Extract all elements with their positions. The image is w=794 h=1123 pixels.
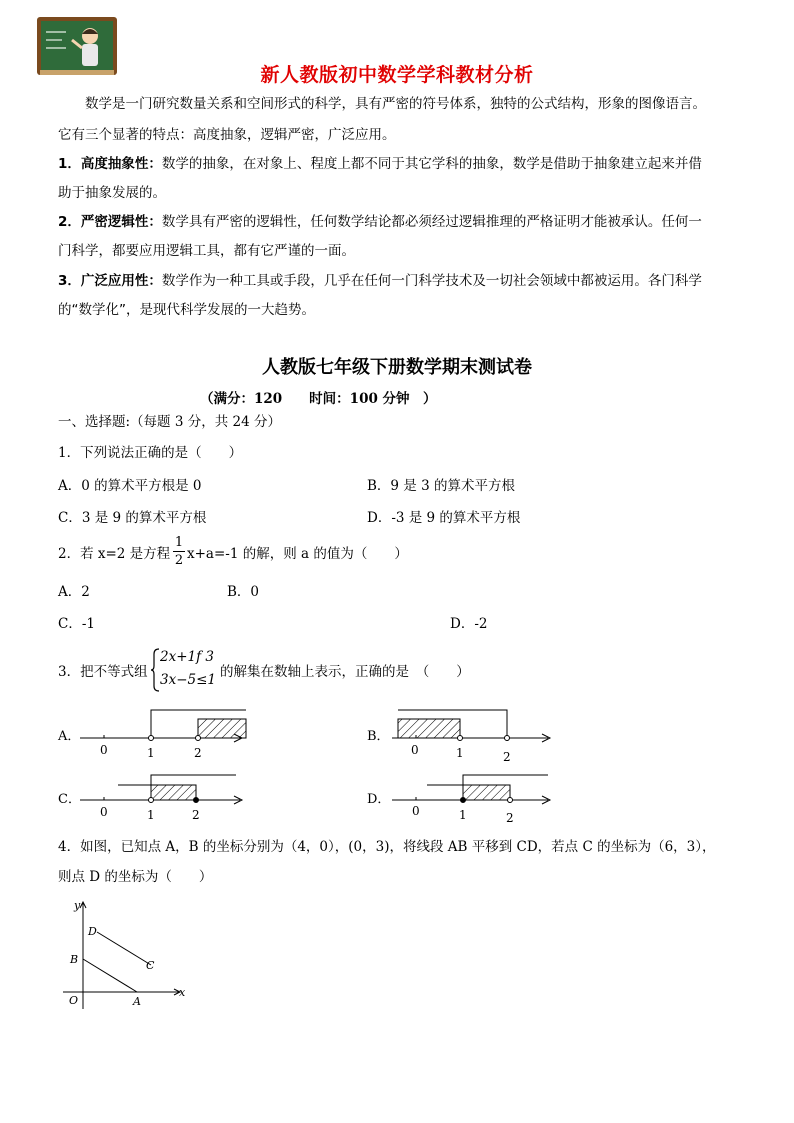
label-o: O xyxy=(69,994,79,1007)
hatched-region xyxy=(198,719,246,738)
q1-option-c: C．3 是 9 的算术平方根 xyxy=(58,510,207,526)
intro-line-2: 它有三个显著的特点：高度抽象，逻辑严密，广泛应用。 xyxy=(58,127,396,143)
exam-info: （满分：120 时间：100 分钟 ） xyxy=(200,391,437,407)
tick-1: 1 xyxy=(147,808,155,822)
q2-fraction xyxy=(173,535,185,568)
q3-brace xyxy=(150,648,160,696)
label-c: C xyxy=(146,959,155,972)
hatched-region xyxy=(463,785,510,800)
q4-figure xyxy=(55,897,195,1012)
q3-label-d: D． xyxy=(367,792,391,807)
segment-ab xyxy=(83,959,137,992)
q1-option-a: A．0 的算术平方根是 0 xyxy=(58,478,202,494)
q3-option-b xyxy=(367,710,550,764)
intro-line-1: 数学是一门研究数量关系和空间形式的科学，具有严密的符号体系，独特的公式结构，形象的图像语言。 xyxy=(85,96,706,112)
q3-number-lines xyxy=(0,705,794,825)
q4-line-1: 4．如图，已知点 A，B 的坐标分别为（4，0），(0，3)，将线段 AB 平移到 CD，若点 C 的坐标为（6，3）， xyxy=(58,839,716,855)
label-x: x xyxy=(179,986,186,999)
q3-option-c xyxy=(58,775,242,822)
tick-2: 2 xyxy=(194,746,202,760)
open-dot xyxy=(149,798,154,803)
tick-0: 0 xyxy=(412,804,420,818)
label-d: D xyxy=(88,925,97,938)
q1-stem: 1．下列说法正确的是（ ） xyxy=(58,445,243,461)
open-dot xyxy=(149,736,154,741)
dot xyxy=(458,736,463,741)
point-2-text: 数学具有严密的逻辑性，任何数学结论都必须经过逻辑推理的严格证明才能被承认。任何一 xyxy=(161,214,702,230)
q2-stem-a: 2．若 x=2 是方程 xyxy=(58,546,171,562)
point-2-cont: 门科学，都要应用逻辑工具，都有它严谨的一面。 xyxy=(58,243,355,259)
point-3-text: 数学作为一种工具或手段，几乎在任何一门科学技术及一切社会领域中都被运用。各门科学 xyxy=(161,273,702,289)
point-1-text: 数学的抽象，在对象上、程度上都不同于其它学科的抽象，数学是借助于抽象建立起来并借 xyxy=(161,156,702,172)
q2-option-b: B．0 xyxy=(227,584,260,600)
q3-ineq-1: 2x+1f 3 xyxy=(160,649,214,665)
q3-label-c: C． xyxy=(58,792,81,807)
open-dot xyxy=(505,736,510,741)
page-title: 新人教版初中数学学科教材分析 xyxy=(260,64,534,86)
q2-frac-num: 1 xyxy=(174,535,184,550)
q2-option-c: C．-1 xyxy=(58,616,95,632)
dot xyxy=(194,798,199,803)
q3-option-d xyxy=(367,775,550,825)
q3-ineq-2: 3x−5≤1 xyxy=(160,672,217,688)
point-3-cont: 的“数学化”，是现代科学发展的一大趋势。 xyxy=(58,302,315,318)
q2-option-d: D．-2 xyxy=(450,616,488,632)
point-2 xyxy=(58,213,702,231)
open-dot xyxy=(508,798,513,803)
q3-option-a xyxy=(57,710,246,760)
point-3 xyxy=(58,272,702,290)
dot xyxy=(196,736,201,741)
hatched-region xyxy=(151,785,196,800)
q3-label-b: B． xyxy=(367,729,390,744)
tick-0: 0 xyxy=(100,805,108,819)
exam-title: 人教版七年级下册数学期末测试卷 xyxy=(262,357,532,378)
tick-1: 1 xyxy=(459,808,467,822)
tick-2: 2 xyxy=(506,811,514,825)
point-2-label: 2．严密逻辑性： xyxy=(58,214,162,230)
point-3-label: 3．广泛应用性： xyxy=(58,273,162,289)
tick-0: 0 xyxy=(411,743,419,757)
tick-2: 2 xyxy=(503,750,511,764)
hatched-region xyxy=(398,719,460,738)
q1-option-b: B．9 是 3 的算术平方根 xyxy=(367,478,515,494)
q2-frac-bar xyxy=(173,551,185,552)
label-b: B xyxy=(70,953,79,966)
tick-1: 1 xyxy=(147,746,155,760)
q3-stem-b: 的解集在数轴上表示，正确的是 （ ） xyxy=(220,664,470,680)
label-a: A xyxy=(133,995,141,1008)
tick-1: 1 xyxy=(456,746,464,760)
q3-label-a: A． xyxy=(58,729,81,744)
q2-frac-den: 2 xyxy=(174,553,184,568)
tick-0: 0 xyxy=(100,743,108,757)
point-1-label: 1．高度抽象性： xyxy=(58,156,162,172)
label-y: y xyxy=(74,899,81,912)
q3-stem-a: 3．把不等式组 xyxy=(58,664,148,680)
section-heading: 一、选择题:（每题 3 分，共 24 分） xyxy=(58,414,281,430)
segment-cd xyxy=(97,932,151,965)
point-1 xyxy=(58,155,702,173)
q2-stem-b: x+a=-1 的解，则 a 的值为（ ） xyxy=(187,546,408,562)
q4-line-2: 则点 D 的坐标为（ ） xyxy=(58,869,213,885)
point-1-cont: 助于抽象发展的。 xyxy=(58,185,166,201)
q2-option-a: A．2 xyxy=(58,584,90,600)
dot xyxy=(461,798,466,803)
q1-option-d: D．-3 是 9 的算术平方根 xyxy=(367,510,521,526)
tick-2: 2 xyxy=(192,808,200,822)
